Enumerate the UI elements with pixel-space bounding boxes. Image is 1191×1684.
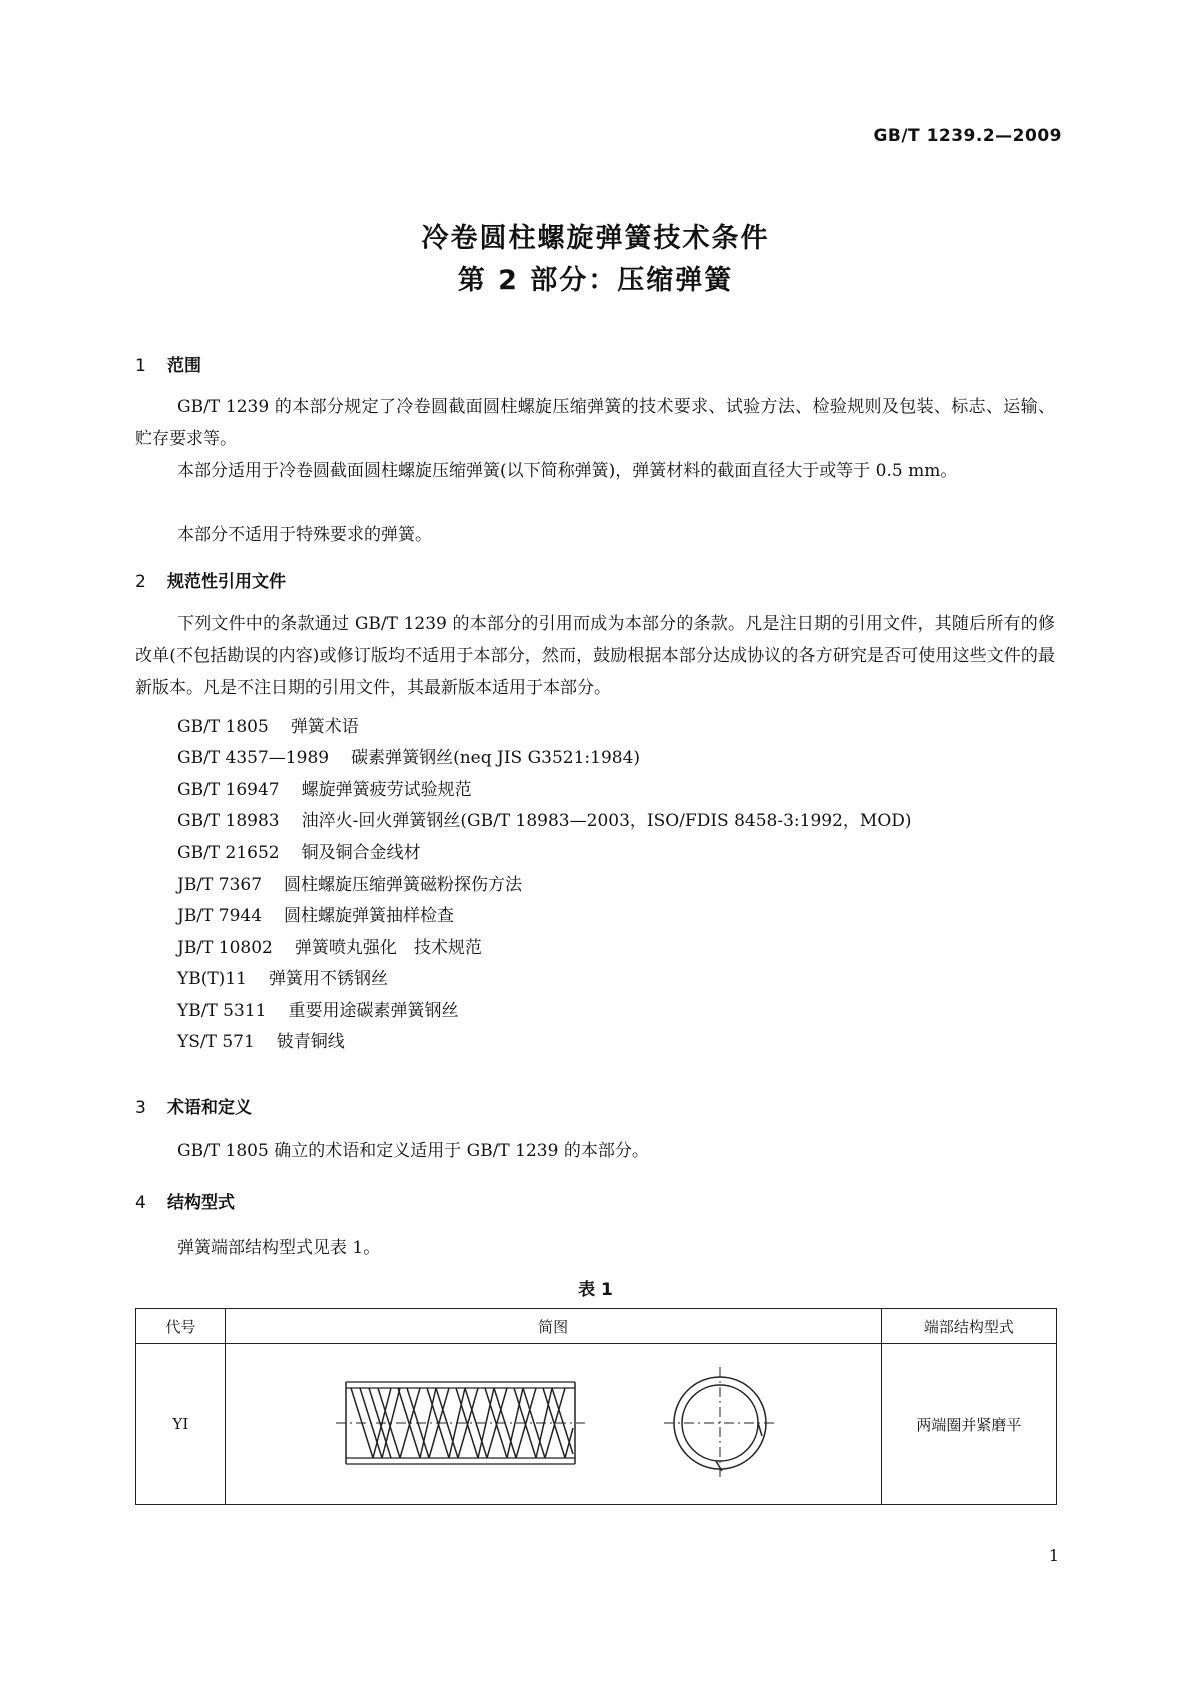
reference-title: 油淬火-回火弹簧钢丝(GB/T 18983—2003，ISO/FDIS 8458-3:1992，MOD) (301, 811, 912, 831)
section-title: 结构型式 (167, 1193, 235, 1213)
reference-code: JB/T 10802 (177, 938, 273, 958)
section-title: 范围 (167, 356, 201, 376)
reference-item (177, 901, 454, 926)
reference-code: YB/T 5311 (177, 1001, 267, 1021)
reference-title: 铍青铜线 (276, 1032, 345, 1052)
spring-side-view (336, 1382, 585, 1464)
table-header-row (136, 1309, 1057, 1344)
paragraph: 弹簧端部结构型式见表 1。 (177, 1238, 381, 1258)
spring-end-type-table (135, 1308, 1057, 1505)
reference-code: GB/T 16947 (177, 780, 280, 800)
compression-spring-diagram (228, 1344, 878, 1500)
paragraph: GB/T 1805 确立的术语和定义适用于 GB/T 1239 的本部分。 (177, 1141, 649, 1161)
reference-item (177, 964, 388, 989)
section-number: 2 (135, 572, 146, 592)
reference-item (177, 775, 472, 800)
section-title: 规范性引用文件 (167, 572, 286, 592)
reference-title: 弹簧用不锈钢丝 (268, 969, 388, 989)
reference-item (177, 838, 421, 863)
reference-code: JB/T 7944 (177, 906, 263, 926)
reference-title: 圆柱螺旋压缩弹簧磁粉探伤方法 (284, 875, 523, 895)
paragraph: 本部分适用于冷卷圆截面圆柱螺旋压缩弹簧(以下简称弹簧)，弹簧材料的截面直径大于或等于 0.5 mm。 (177, 461, 958, 481)
section-number: 3 (135, 1098, 146, 1118)
section-1-heading (135, 351, 201, 376)
section-title: 术语和定义 (167, 1098, 252, 1118)
column-header: 代号 (136, 1309, 226, 1344)
section-4-heading (135, 1188, 235, 1213)
document-subtitle: 第 2 部分：压缩弹簧 (457, 265, 734, 296)
end-form-cell: 两端圈并紧磨平 (881, 1344, 1056, 1505)
reference-item (177, 743, 640, 768)
code-cell: YⅠ (136, 1344, 226, 1505)
reference-title: 螺旋弹簧疲劳试验规范 (301, 780, 472, 800)
reference-title: 铜及铜合金线材 (301, 843, 421, 863)
section-3-heading (135, 1093, 252, 1118)
reference-title: 碳素弹簧钢丝(neq JIS G3521:1984) (351, 748, 641, 768)
reference-item (177, 996, 458, 1021)
reference-item (177, 712, 359, 737)
standard-code: GB/T 1239.2—2009 (873, 126, 1062, 146)
reference-item (177, 870, 522, 895)
column-header: 简图 (225, 1309, 881, 1344)
reference-item (177, 1027, 345, 1052)
section-number: 1 (135, 356, 146, 376)
table-caption: 表 1 (578, 1280, 613, 1300)
diagram-cell (225, 1344, 881, 1505)
reference-code: GB/T 1805 (177, 717, 269, 737)
spring-end-view (664, 1367, 776, 1479)
reference-title: 圆柱螺旋弹簧抽样检查 (284, 906, 455, 926)
reference-code: YB(T)11 (177, 969, 247, 989)
reference-item (177, 806, 912, 831)
reference-title: 弹簧术语 (290, 717, 359, 737)
section-number: 4 (135, 1193, 146, 1213)
reference-code: YS/T 571 (177, 1032, 255, 1052)
reference-code: GB/T 18983 (177, 811, 280, 831)
reference-code: JB/T 7367 (177, 875, 263, 895)
table-row (136, 1344, 1057, 1505)
document-title: 冷卷圆柱螺旋弹簧技术条件 (421, 223, 770, 254)
reference-title: 重要用途碳素弹簧钢丝 (288, 1001, 459, 1021)
paragraph: 本部分不适用于特殊要求的弹簧。 (177, 525, 432, 545)
reference-item (177, 933, 482, 958)
reference-code: GB/T 21652 (177, 843, 280, 863)
paragraph: GB/T 1239 的本部分规定了冷卷圆截面圆柱螺旋压缩弹簧的技术要求、试验方法、检验规则及包装、标志、运输、贮存要求等。 (135, 397, 1055, 449)
reference-title: 弹簧喷丸强化 技术规范 (294, 938, 482, 958)
reference-code: GB/T 4357—1989 (177, 748, 330, 768)
column-header: 端部结构型式 (881, 1309, 1056, 1344)
paragraph: 下列文件中的条款通过 GB/T 1239 的本部分的引用而成为本部分的条款。凡是注日期的引用文件，其随后所有的修改单(不包括勘误的内容)或修订版均不适用于本部分，然而，鼓励根据本部分达成协议的各方研究是否可使用这些文件的最新版本。凡是不注日期的引用文件，其最新版本适用于本部分。 (135, 614, 1055, 698)
section-2-heading (135, 567, 286, 592)
page-number: 1 (1048, 1546, 1059, 1565)
